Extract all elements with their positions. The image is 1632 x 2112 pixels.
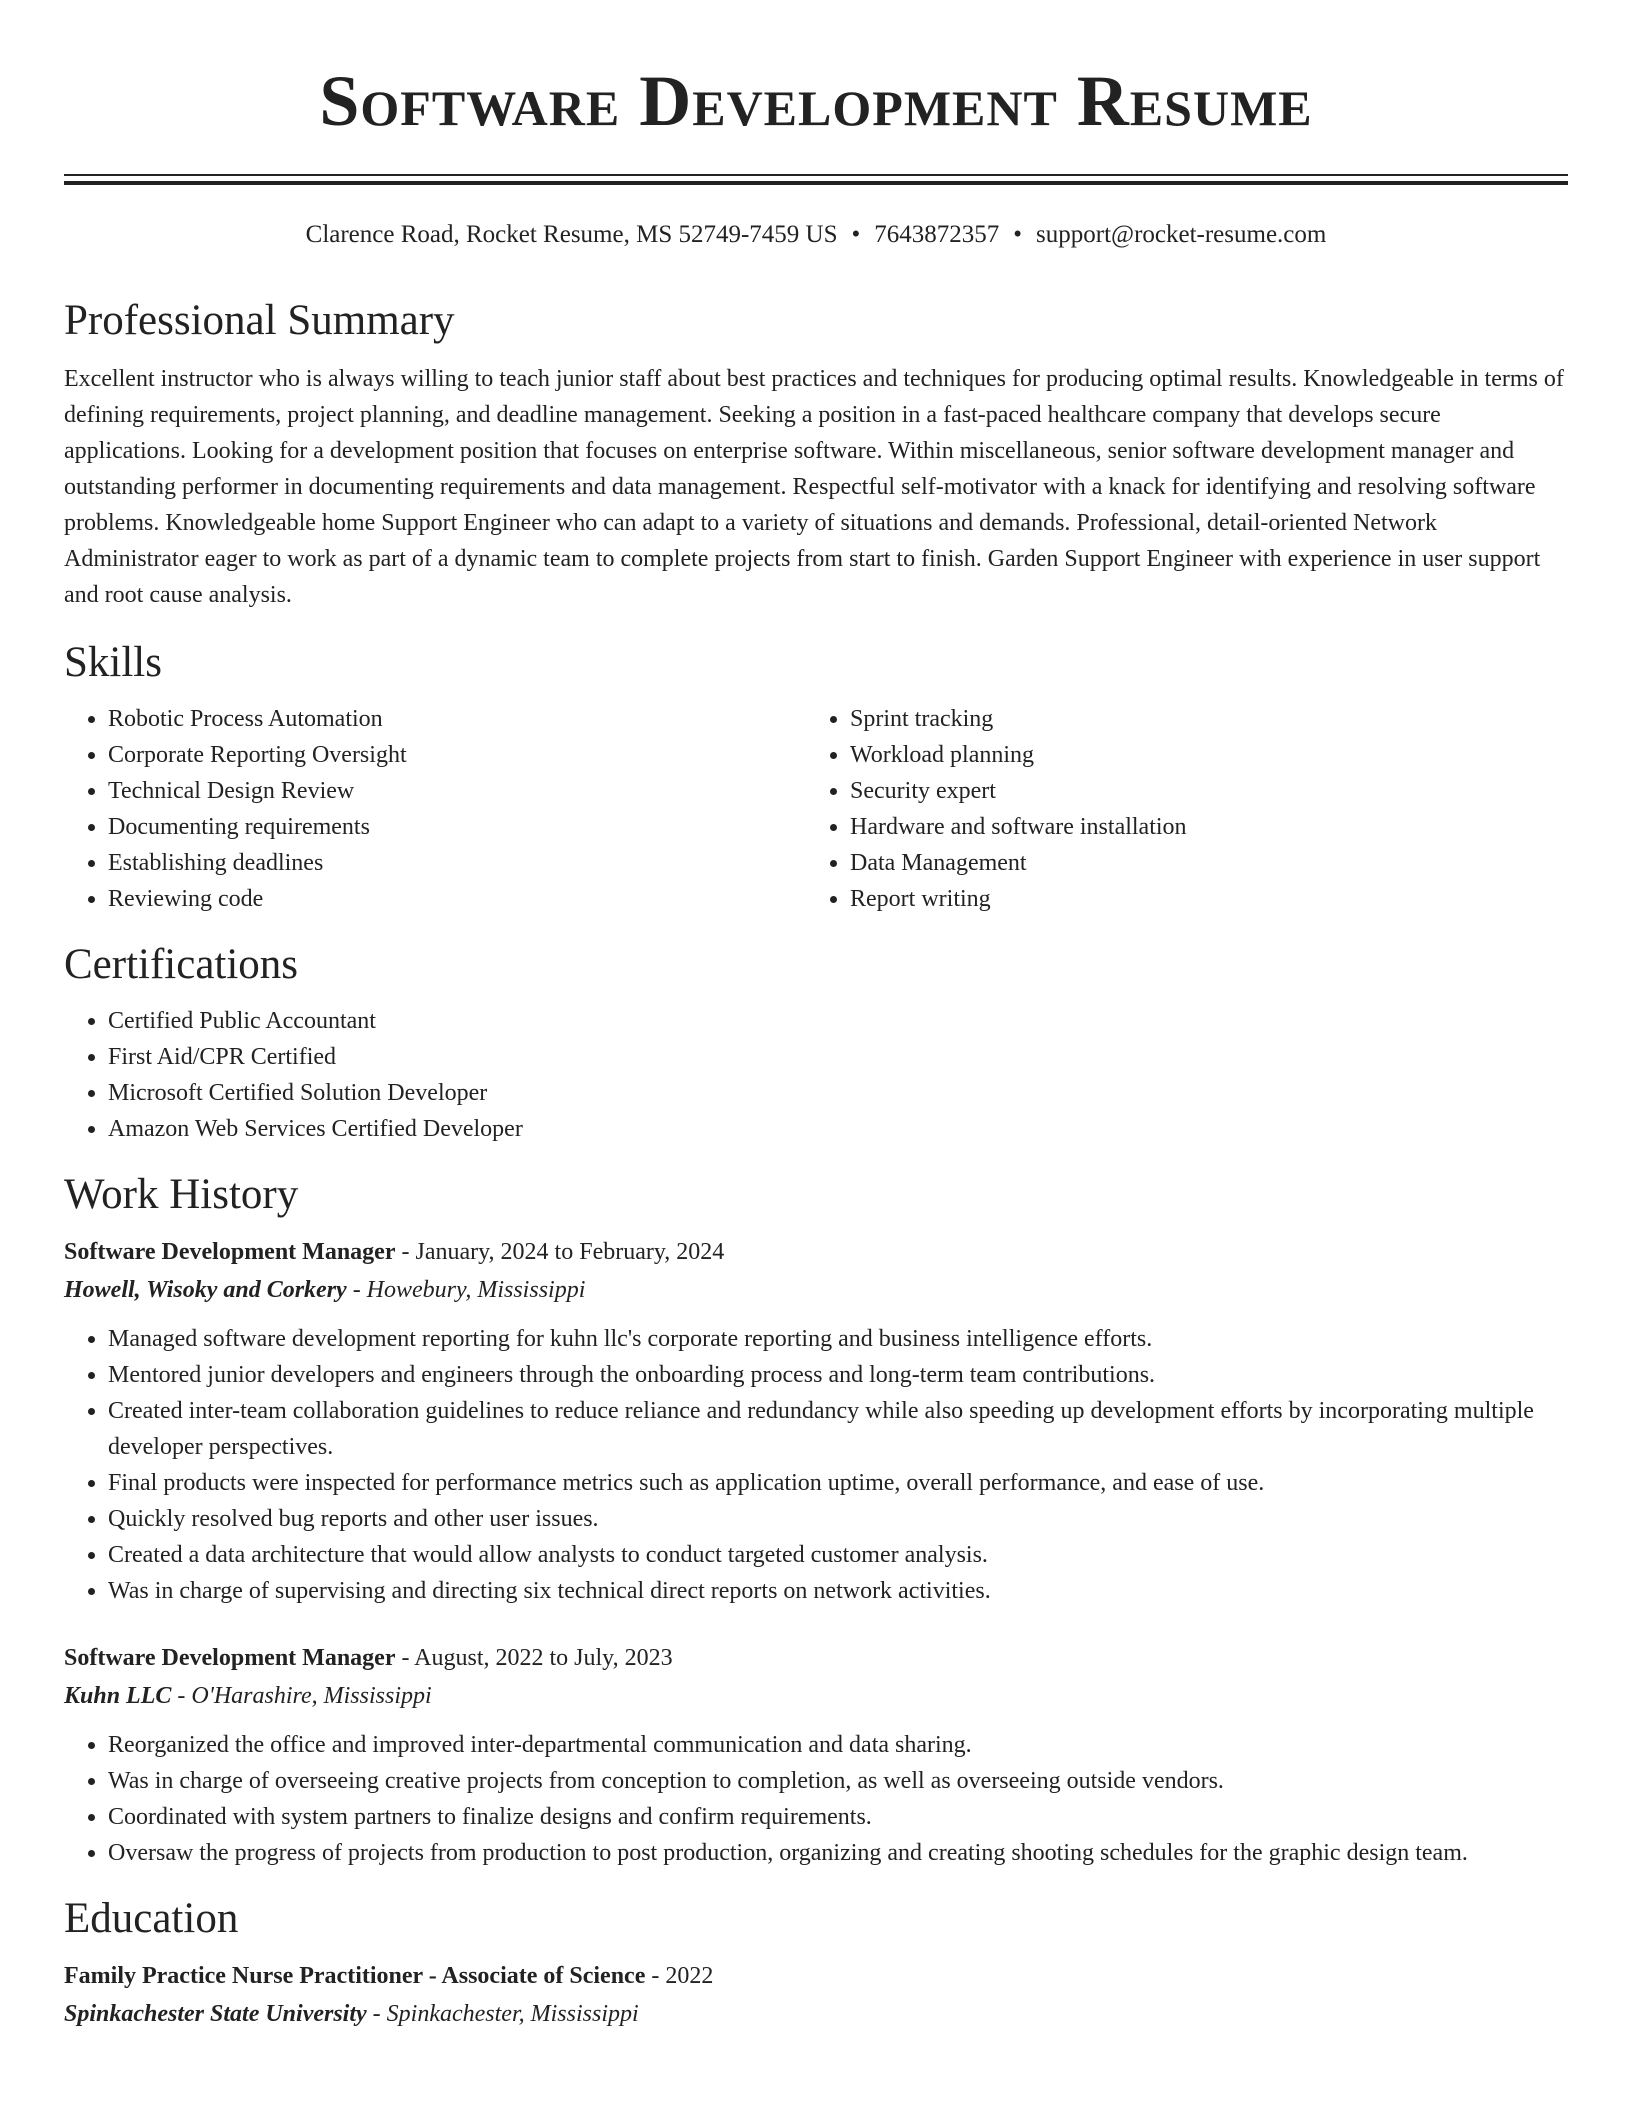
job-company: Howell, Wisoky and Corkery bbox=[64, 1277, 347, 1303]
skill-item: • Reviewing code bbox=[108, 881, 806, 917]
skill-item: • Establishing deadlines bbox=[108, 845, 806, 881]
job-title: Software Development Manager bbox=[64, 1645, 396, 1671]
certification-item: • Certified Public Accountant bbox=[108, 1003, 1568, 1039]
skill-item: • Corporate Reporting Oversight bbox=[108, 737, 806, 773]
skill-item: • Sprint tracking bbox=[850, 701, 1548, 737]
job-dates: - January, 2024 to February, 2024 bbox=[401, 1239, 725, 1265]
education-degree-line bbox=[64, 1957, 1568, 1995]
skill-item: • Technical Design Review bbox=[108, 773, 806, 809]
job-bullet: • Oversaw the progress of projects from production to post production, organizing and creating shooting schedules for the graphic design team. bbox=[108, 1835, 1568, 1871]
certification-item: • Microsoft Certified Solution Developer bbox=[108, 1075, 1568, 1111]
job-bullet: • Managed software development reporting for kuhn llc's corporate reporting and business intelligence efforts. bbox=[108, 1321, 1568, 1357]
skills-column-left bbox=[64, 701, 806, 917]
skill-item: • Workload planning bbox=[850, 737, 1548, 773]
job-header bbox=[64, 1639, 1568, 1677]
skills-heading: Skills bbox=[64, 639, 162, 686]
resume-title: Software Development Resume bbox=[319, 61, 1313, 141]
job-bullet: • Created a data architecture that would allow analysts to conduct targeted customer analysis. bbox=[108, 1537, 1568, 1573]
job-bullet: • Quickly resolved bug reports and other user issues. bbox=[108, 1501, 1568, 1537]
job-dates: - August, 2022 to July, 2023 bbox=[401, 1645, 673, 1671]
job-bullet: • Mentored junior developers and engineers through the onboarding process and long-term team contributions. bbox=[108, 1357, 1568, 1393]
job-location: - O'Harashire, Mississippi bbox=[177, 1683, 432, 1709]
contact-line bbox=[64, 219, 1568, 251]
job-bullet: • Was in charge of overseeing creative projects from conception to completion, as well as overseeing outside vendors. bbox=[108, 1763, 1568, 1799]
certifications-list bbox=[64, 1003, 1568, 1147]
job-bullets bbox=[64, 1727, 1568, 1871]
job-bullet: • Reorganized the office and improved inter-departmental communication and data sharing. bbox=[108, 1727, 1568, 1763]
skill-item: • Hardware and software installation bbox=[850, 809, 1548, 845]
summary-text: Excellent instructor who is always willing to teach junior staff about best practices and techniques for producing optimal results. Knowledgeable in terms of defining requirements, project planning, and deadline management. Seeking a position in a fast-paced healthcare company that develops secure applications. Looking for a development position that focuses on enterprise software. Within miscellaneous, senior software development manager and outstanding performer in documenting requirements and data management. Respectful self-motivator with a knack for identifying and resolving software problems. Knowledgeable home Support Engineer who can adapt to a variety of situations and demands. Professional, detail-oriented Network Administrator eager to work as part of a dynamic team to complete projects from start to finish. Garden Support Engineer with experience in user support and root cause analysis. bbox=[64, 366, 1564, 608]
job-company-line bbox=[64, 1271, 1568, 1309]
skills-list bbox=[64, 701, 1568, 917]
contact-address: Clarence Road, Rocket Resume, MS 52749-7459 US bbox=[305, 221, 838, 248]
job-bullet: • Was in charge of supervising and directing six technical direct reports on network activities. bbox=[108, 1573, 1568, 1609]
job-entry bbox=[64, 1233, 1568, 1609]
title-divider-thick bbox=[64, 181, 1568, 185]
education-degree: Family Practice Nurse Practitioner - Associate of Science bbox=[64, 1963, 646, 1989]
certification-item: • First Aid/CPR Certified bbox=[108, 1039, 1568, 1075]
summary-heading: Professional Summary bbox=[64, 297, 455, 344]
contact-separator: • bbox=[851, 221, 861, 248]
education-year: - 2022 bbox=[651, 1963, 714, 1989]
job-title: Software Development Manager bbox=[64, 1239, 396, 1265]
contact-phone: 7643872357 bbox=[874, 221, 1000, 248]
skill-item: • Report writing bbox=[850, 881, 1548, 917]
job-company: Kuhn LLC bbox=[64, 1683, 172, 1709]
skill-item: • Security expert bbox=[850, 773, 1548, 809]
job-header bbox=[64, 1233, 1568, 1271]
skills-column-right bbox=[806, 701, 1548, 917]
skill-item: • Data Management bbox=[850, 845, 1548, 881]
education-heading: Education bbox=[64, 1895, 239, 1942]
job-location: - Howebury, Mississippi bbox=[352, 1277, 586, 1303]
certification-item: • Amazon Web Services Certified Developer bbox=[108, 1111, 1568, 1147]
certifications-heading: Certifications bbox=[64, 941, 299, 988]
skill-item: • Robotic Process Automation bbox=[108, 701, 806, 737]
job-bullets bbox=[64, 1321, 1568, 1609]
job-company-line bbox=[64, 1677, 1568, 1715]
job-bullet: • Created inter-team collaboration guidelines to reduce reliance and redundancy while also speeding up development efforts by incorporating multiple developer perspectives. bbox=[108, 1393, 1568, 1465]
education-school: Spinkachester State University bbox=[64, 2001, 367, 2027]
work-history-heading: Work History bbox=[64, 1171, 299, 1218]
job-bullet: • Final products were inspected for performance metrics such as application uptime, overall performance, and ease of use. bbox=[108, 1465, 1568, 1501]
contact-separator: • bbox=[1013, 221, 1023, 248]
job-bullet: • Coordinated with system partners to finalize designs and confirm requirements. bbox=[108, 1799, 1568, 1835]
job-entry bbox=[64, 1639, 1568, 1871]
education-location: - Spinkachester, Mississippi bbox=[372, 2001, 639, 2027]
contact-email: support@rocket-resume.com bbox=[1036, 221, 1327, 248]
title-divider-thin bbox=[64, 174, 1568, 176]
education-entry bbox=[64, 1957, 1568, 2033]
education-school-line bbox=[64, 1995, 1568, 2033]
skill-item: • Documenting requirements bbox=[108, 809, 806, 845]
